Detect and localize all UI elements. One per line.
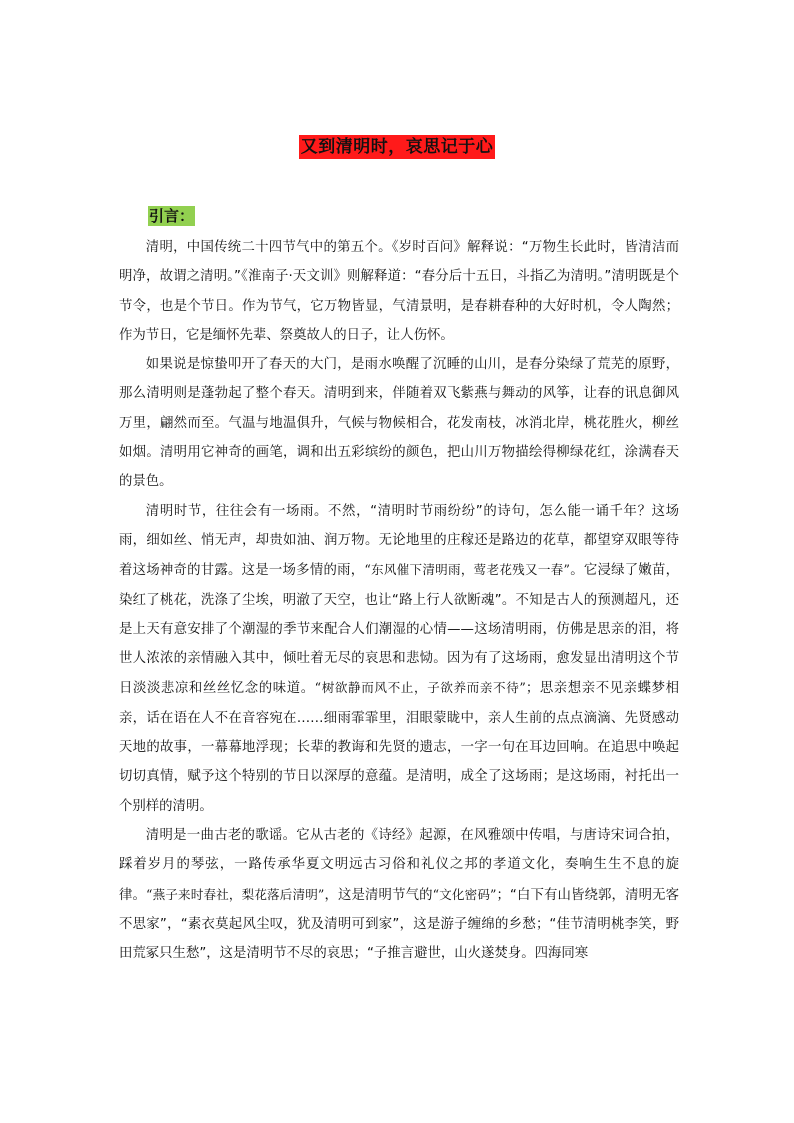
paragraph-3-quote-1: “东风催下清明雨，莺老花残又一春” bbox=[364, 562, 570, 578]
intro-label: 引言： bbox=[149, 207, 195, 225]
document-body bbox=[119, 233, 679, 968]
paragraph-4-text-a: 清明是一曲古老的歌谣。它从古老的《诗经》起源，在风雅颂中传唱，与唐诗宋词合拍，踩着岁月的琴弦，一路传承华夏文明远古习俗和礼仪之邦的孝道文化，奏响生生不息的旋律。 bbox=[119, 827, 679, 903]
title-container bbox=[0, 135, 794, 159]
paragraph-3-text-a: 清明时节，往往会有一场雨。不然，“清明时节雨纷纷”的诗句，怎么能一诵千年？这场雨，细如丝、悄无声，却贵如油、润万物。无论地里的庄稼还是路边的花草，都望穿双眼等待着这场神奇的甘露。这是一场多情的雨， bbox=[119, 503, 679, 579]
paragraph-4-quote-1: “燕子来时春社，梨花落后清明” bbox=[146, 886, 325, 902]
document-title: 又到清明时，哀思记于心 bbox=[300, 137, 494, 157]
paragraph-3-text-c: ；思亲想亲不见亲蝶梦相亲，话在语在人不在音容宛在……细雨霏霏里，泪眼蒙眬中，亲人生前的点点滴滴、先贤感动天地的故事，一幕幕地浮现；长辈的教诲和先贤的遗志，一字一句在耳边回响。在追思中唤起切切真情，赋予这个特别的节日以深厚的意蕴。是清明，成全了这场雨；是这场雨，衬托出一个别样的清明。 bbox=[119, 681, 679, 814]
paragraph-3-quote-2: “树欲静而风不止，子欲养而亲不待” bbox=[314, 680, 526, 696]
paragraph-4-text-b: ，这是清明节气的 bbox=[324, 887, 433, 903]
paragraph-3 bbox=[119, 497, 679, 821]
paragraph-4 bbox=[119, 821, 679, 968]
paragraph-1: 清明，中国传统二十四节气中的第五个。《岁时百问》解释说：“万物生长此时，皆清洁而明净，故谓之清明。”《淮南子·天文训》则解释道：“春分后十五日，斗指乙为清明。”清明既是个节令，也是个节日。作为节气，它万物皆显，气清景明，是春耕春种的大好时机，令人陶然；作为节日，它是缅怀先辈、祭奠故人的日子，让人伤怀。 bbox=[119, 240, 679, 343]
paragraph-4-quote-2: “文化密码” bbox=[432, 886, 497, 902]
paragraph-4-text-c: ；“白下有山皆绕郭，清明无客不思家”，“素衣莫起风尘叹，犹及清明可到家”，这是游子缠绵的乡愁；“佳节清明桃李笑，野田荒冢只生愁”，这是清明节不尽的哀思；“子推言避世，山火遂焚身。四海同寒 bbox=[119, 887, 680, 962]
paragraph-3-text-b: 。它浸绿了嫩苗，染红了桃花，洗涤了尘埃，明澈了天空，也让“路上行人欲断魂”。不知是古人的预测超凡，还是上天有意安排了个潮湿的季节来配合人们潮湿的心情——这场清明雨，仿佛是思亲的泪，将世人浓浓的亲情融入其中，倾吐着无尽的哀思和悲恸。因为有了这场雨，愈发显出清明这个节日淡淡悲凉和丝丝忆念的味道。 bbox=[119, 563, 680, 697]
paragraph-2: 如果说是惊蛰叩开了春天的大门，是雨水唤醒了沉睡的山川，是春分染绿了荒芜的原野，那么清明则是蓬勃起了整个春天。清明到来，伴随着双飞紫燕与舞动的风筝，让春的讯息御风万里，翩然而至。气温与地温俱升，气候与物候相合，花发南枝，冰消北岸，桃花胜火，柳丝如烟。清明用它神奇的画笔，调和出五彩缤纷的颜色，把山川万物描绘得柳绿花红，涂满春天的景色。 bbox=[119, 357, 679, 490]
